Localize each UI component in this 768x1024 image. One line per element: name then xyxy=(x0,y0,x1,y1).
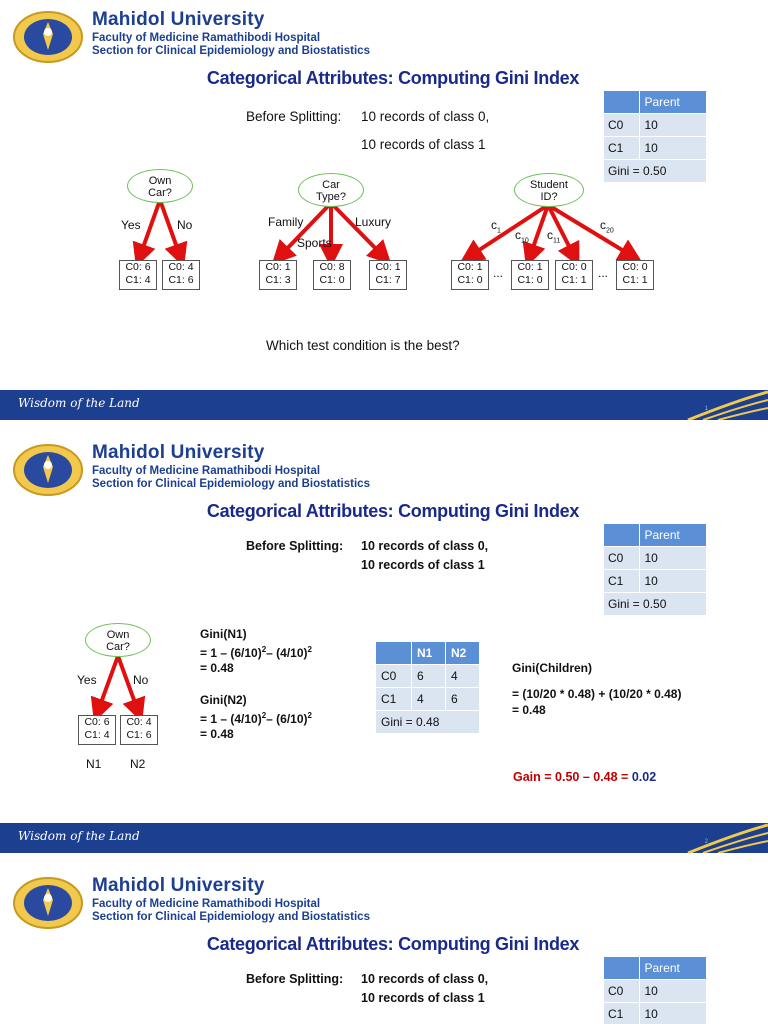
question-text: Which test condition is the best? xyxy=(266,338,460,353)
footer-motto: Wisdom of the Land xyxy=(18,396,140,410)
parent-header: Parent xyxy=(640,91,707,114)
table-cell: C1 xyxy=(604,137,640,160)
own-car-box-2: C0: 4 C1: 6 xyxy=(120,715,158,745)
table-cell: 10 xyxy=(640,137,707,160)
c20-label: $c_{20}$ xyxy=(600,218,614,235)
car-type-node: Car Type? xyxy=(298,173,364,207)
table-cell: C1 xyxy=(604,570,640,593)
table-cell: 10 xyxy=(640,547,707,570)
university-name: Mahidol University xyxy=(92,442,265,463)
no-label: No xyxy=(133,673,149,687)
footer-band xyxy=(0,390,768,420)
section-name: Section for Clinical Epidemiology and Biostatistics xyxy=(92,478,370,490)
university-name: Mahidol University xyxy=(92,875,265,896)
sports-label: Sports xyxy=(297,236,332,250)
table-cell: C0 xyxy=(376,665,412,688)
gini-children-block: Gini(Children) = (10/20 * 0.48) + (10/20 * 0.48) = 0.48 xyxy=(512,661,682,717)
university-seal-icon xyxy=(12,876,84,930)
parent-header: Parent xyxy=(640,957,707,980)
n-table-gini: Gini = 0.48 xyxy=(376,711,480,734)
table-cell: C0 xyxy=(604,547,640,570)
table-cell: 10 xyxy=(640,570,707,593)
family-label: Family xyxy=(268,215,304,229)
n-table xyxy=(375,641,480,734)
own-car-node: Own Car? xyxy=(85,623,151,657)
table-cell: 10 xyxy=(640,1003,707,1024)
car-type-box-2: C0: 8 C1: 0 xyxy=(313,260,351,290)
slide-1 xyxy=(0,0,768,432)
faculty-name: Faculty of Medicine Ramathibodi Hospital xyxy=(92,32,321,44)
table-cell: 4 xyxy=(412,688,446,711)
table-cell: 10 xyxy=(640,114,707,137)
own-car-box-1: C0: 6 C1: 4 xyxy=(119,260,157,290)
before-line-2: 10 records of class 1 xyxy=(361,558,485,572)
footer-band xyxy=(0,823,768,853)
yes-label: Yes xyxy=(121,218,141,232)
before-splitting-label: Before Splitting: xyxy=(246,972,344,986)
table-header: N1 xyxy=(412,642,446,665)
ellipsis-1: ... xyxy=(493,266,504,280)
car-type-box-3: C0: 1 C1: 7 xyxy=(369,260,407,290)
table-cell: 4 xyxy=(446,665,480,688)
car-type-box-1: C0: 1 C1: 3 xyxy=(259,260,297,290)
before-line-2: 10 records of class 1 xyxy=(361,137,486,152)
own-car-box-1: C0: 6 C1: 4 xyxy=(78,715,116,745)
gain-text: Gain = 0.50 – 0.48 = 0.02 xyxy=(513,770,657,784)
student-box-2: C0: 1 C1: 0 xyxy=(511,260,549,290)
page-number: 2 xyxy=(704,839,708,845)
student-box-1: C0: 1 C1: 0 xyxy=(451,260,489,290)
gini-n1-block: Gini(N1) = $1 - (6/10)^2-$ $(4/10)^2$ = 0.48 xyxy=(200,627,312,675)
ellipsis-2: ... xyxy=(598,266,609,280)
parent-gini: Gini = 0.50 xyxy=(604,593,707,616)
slide-title: Categorical Attributes: Computing Gini Index xyxy=(206,501,580,521)
faculty-name: Faculty of Medicine Ramathibodi Hospital xyxy=(92,898,321,910)
before-line-1: 10 records of class 0, xyxy=(361,972,489,986)
student-box-4: C0: 0 C1: 1 xyxy=(616,260,654,290)
own-car-box-2: C0: 4 C1: 6 xyxy=(162,260,200,290)
n2-label: N2 xyxy=(130,757,146,771)
table-cell: C1 xyxy=(604,1003,640,1024)
parent-header: Parent xyxy=(640,524,707,547)
c10-label: $c_{10}$ xyxy=(515,228,529,245)
slide-2 xyxy=(0,433,768,865)
student-box-3: C0: 0 C1: 1 xyxy=(555,260,593,290)
parent-gini: Gini = 0.50 xyxy=(604,160,707,183)
table-header: N2 xyxy=(446,642,480,665)
own-car-node: Own Car? xyxy=(127,169,193,203)
c11-label: $c_{11}$ xyxy=(547,228,561,245)
gold-swoosh-icon xyxy=(678,390,768,420)
before-splitting-label: Before Splitting: xyxy=(246,539,344,553)
page-number: 1 xyxy=(704,406,708,412)
gold-swoosh-icon xyxy=(678,823,768,853)
luxury-label: Luxury xyxy=(355,215,392,229)
section-name: Section for Clinical Epidemiology and Biostatistics xyxy=(92,45,370,57)
n1-label: N1 xyxy=(86,757,102,771)
table-cell: C0 xyxy=(604,114,640,137)
before-line-1: 10 records of class 0, xyxy=(361,539,489,553)
table-cell: 6 xyxy=(412,665,446,688)
slide-title: Categorical Attributes: Computing Gini Index xyxy=(206,68,580,88)
table-header xyxy=(376,642,412,665)
c1-label: $c_1$ xyxy=(491,218,501,235)
gini-n2-block: Gini(N2) = $1 - (4/10)^2-$ $(6/10)^2$ = 0.48 xyxy=(200,693,312,741)
section-name: Section for Clinical Epidemiology and Biostatistics xyxy=(92,911,370,923)
faculty-name: Faculty of Medicine Ramathibodi Hospital xyxy=(92,465,321,477)
header xyxy=(12,874,432,928)
table-cell: C0 xyxy=(604,980,640,1003)
before-splitting-label: Before Splitting: xyxy=(246,109,342,124)
slide-3 xyxy=(0,866,768,1024)
no-label: No xyxy=(177,218,193,232)
slide-title: Categorical Attributes: Computing Gini Index xyxy=(206,934,580,954)
table-cell: 6 xyxy=(446,688,480,711)
parent-table xyxy=(603,956,707,1024)
table-cell: 10 xyxy=(640,980,707,1003)
university-name: Mahidol University xyxy=(92,9,265,30)
footer-motto: Wisdom of the Land xyxy=(18,829,140,843)
tree-arrows xyxy=(0,0,768,300)
student-id-node: Student ID? xyxy=(514,173,584,207)
before-line-1: 10 records of class 0, xyxy=(361,109,490,124)
yes-label: Yes xyxy=(77,673,97,687)
before-line-2: 10 records of class 1 xyxy=(361,991,485,1005)
table-cell: C1 xyxy=(376,688,412,711)
